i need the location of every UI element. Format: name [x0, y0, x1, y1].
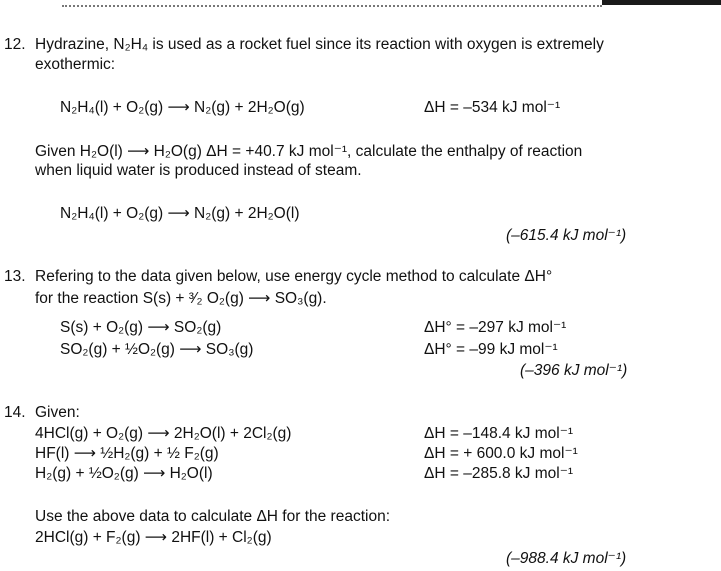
- q13-text-line1: Refering to the data given below, use energy cycle method to calculate ΔH°: [35, 268, 553, 285]
- q14-instruction: Use the above data to calculate ΔH for the reaction:: [35, 508, 391, 525]
- q14-equation-4: 2HCl(g) + F₂(g) ⟶ 2HF(l) + Cl₂(g): [35, 529, 272, 546]
- q12-given-line1: Given H₂O(l) ⟶ H₂O(g) ΔH = +40.7 kJ mol⁻¹, calculate the enthalpy of reaction: [35, 143, 583, 160]
- q14-equation-1-enthalpy: ΔH = –148.4 kJ mol⁻¹: [424, 425, 574, 442]
- q14-given-label: Given:: [35, 404, 80, 421]
- top-black-bar: [602, 0, 721, 5]
- q12-given-line2: when liquid water is produced instead of steam.: [35, 162, 362, 179]
- q12-answer: (–615.4 kJ mol⁻¹): [506, 227, 627, 244]
- q14-equation-3: H₂(g) + ½O₂(g) ⟶ H₂O(l): [35, 465, 213, 482]
- q13-equation-1-enthalpy: ΔH° = –297 kJ mol⁻¹: [424, 319, 567, 336]
- q12-equation-1: N₂H₄(l) + O₂(g) ⟶ N₂(g) + 2H₂O(g): [60, 99, 305, 116]
- q13-equation-1: S(s) + O₂(g) ⟶ SO₂(g): [60, 319, 222, 336]
- top-dotted-rule: [62, 5, 602, 7]
- q13-answer: (–396 kJ mol⁻¹): [520, 362, 628, 379]
- q12-number: 12.: [4, 36, 26, 53]
- q13-equation-2: SO₂(g) + ½O₂(g) ⟶ SO₃(g): [60, 341, 254, 358]
- q13-equation-2-enthalpy: ΔH° = –99 kJ mol⁻¹: [424, 341, 558, 358]
- q12-equation-1-enthalpy: ΔH = –534 kJ mol⁻¹: [424, 99, 561, 116]
- q14-number: 14.: [4, 404, 26, 421]
- q14-answer: (–988.4 kJ mol⁻¹): [506, 550, 627, 567]
- q14-equation-1: 4HCl(g) + O₂(g) ⟶ 2H₂O(l) + 2Cl₂(g): [35, 425, 292, 442]
- q12-text-line1: Hydrazine, N₂H₄ is used as a rocket fuel since its reaction with oxygen is extremely: [35, 36, 604, 53]
- q12-text-line2: exothermic:: [35, 56, 116, 73]
- q14-equation-2: HF(l) ⟶ ½H₂(g) + ½ F₂(g): [35, 445, 219, 462]
- q14-equation-3-enthalpy: ΔH = –285.8 kJ mol⁻¹: [424, 465, 574, 482]
- q13-text-line2: for the reaction S(s) + ³⁄₂ O₂(g) ⟶ SO₃(g).: [35, 290, 327, 307]
- q14-equation-2-enthalpy: ΔH = + 600.0 kJ mol⁻¹: [424, 445, 578, 462]
- q13-number: 13.: [4, 268, 26, 285]
- q12-equation-2: N₂H₄(l) + O₂(g) ⟶ N₂(g) + 2H₂O(l): [60, 205, 300, 222]
